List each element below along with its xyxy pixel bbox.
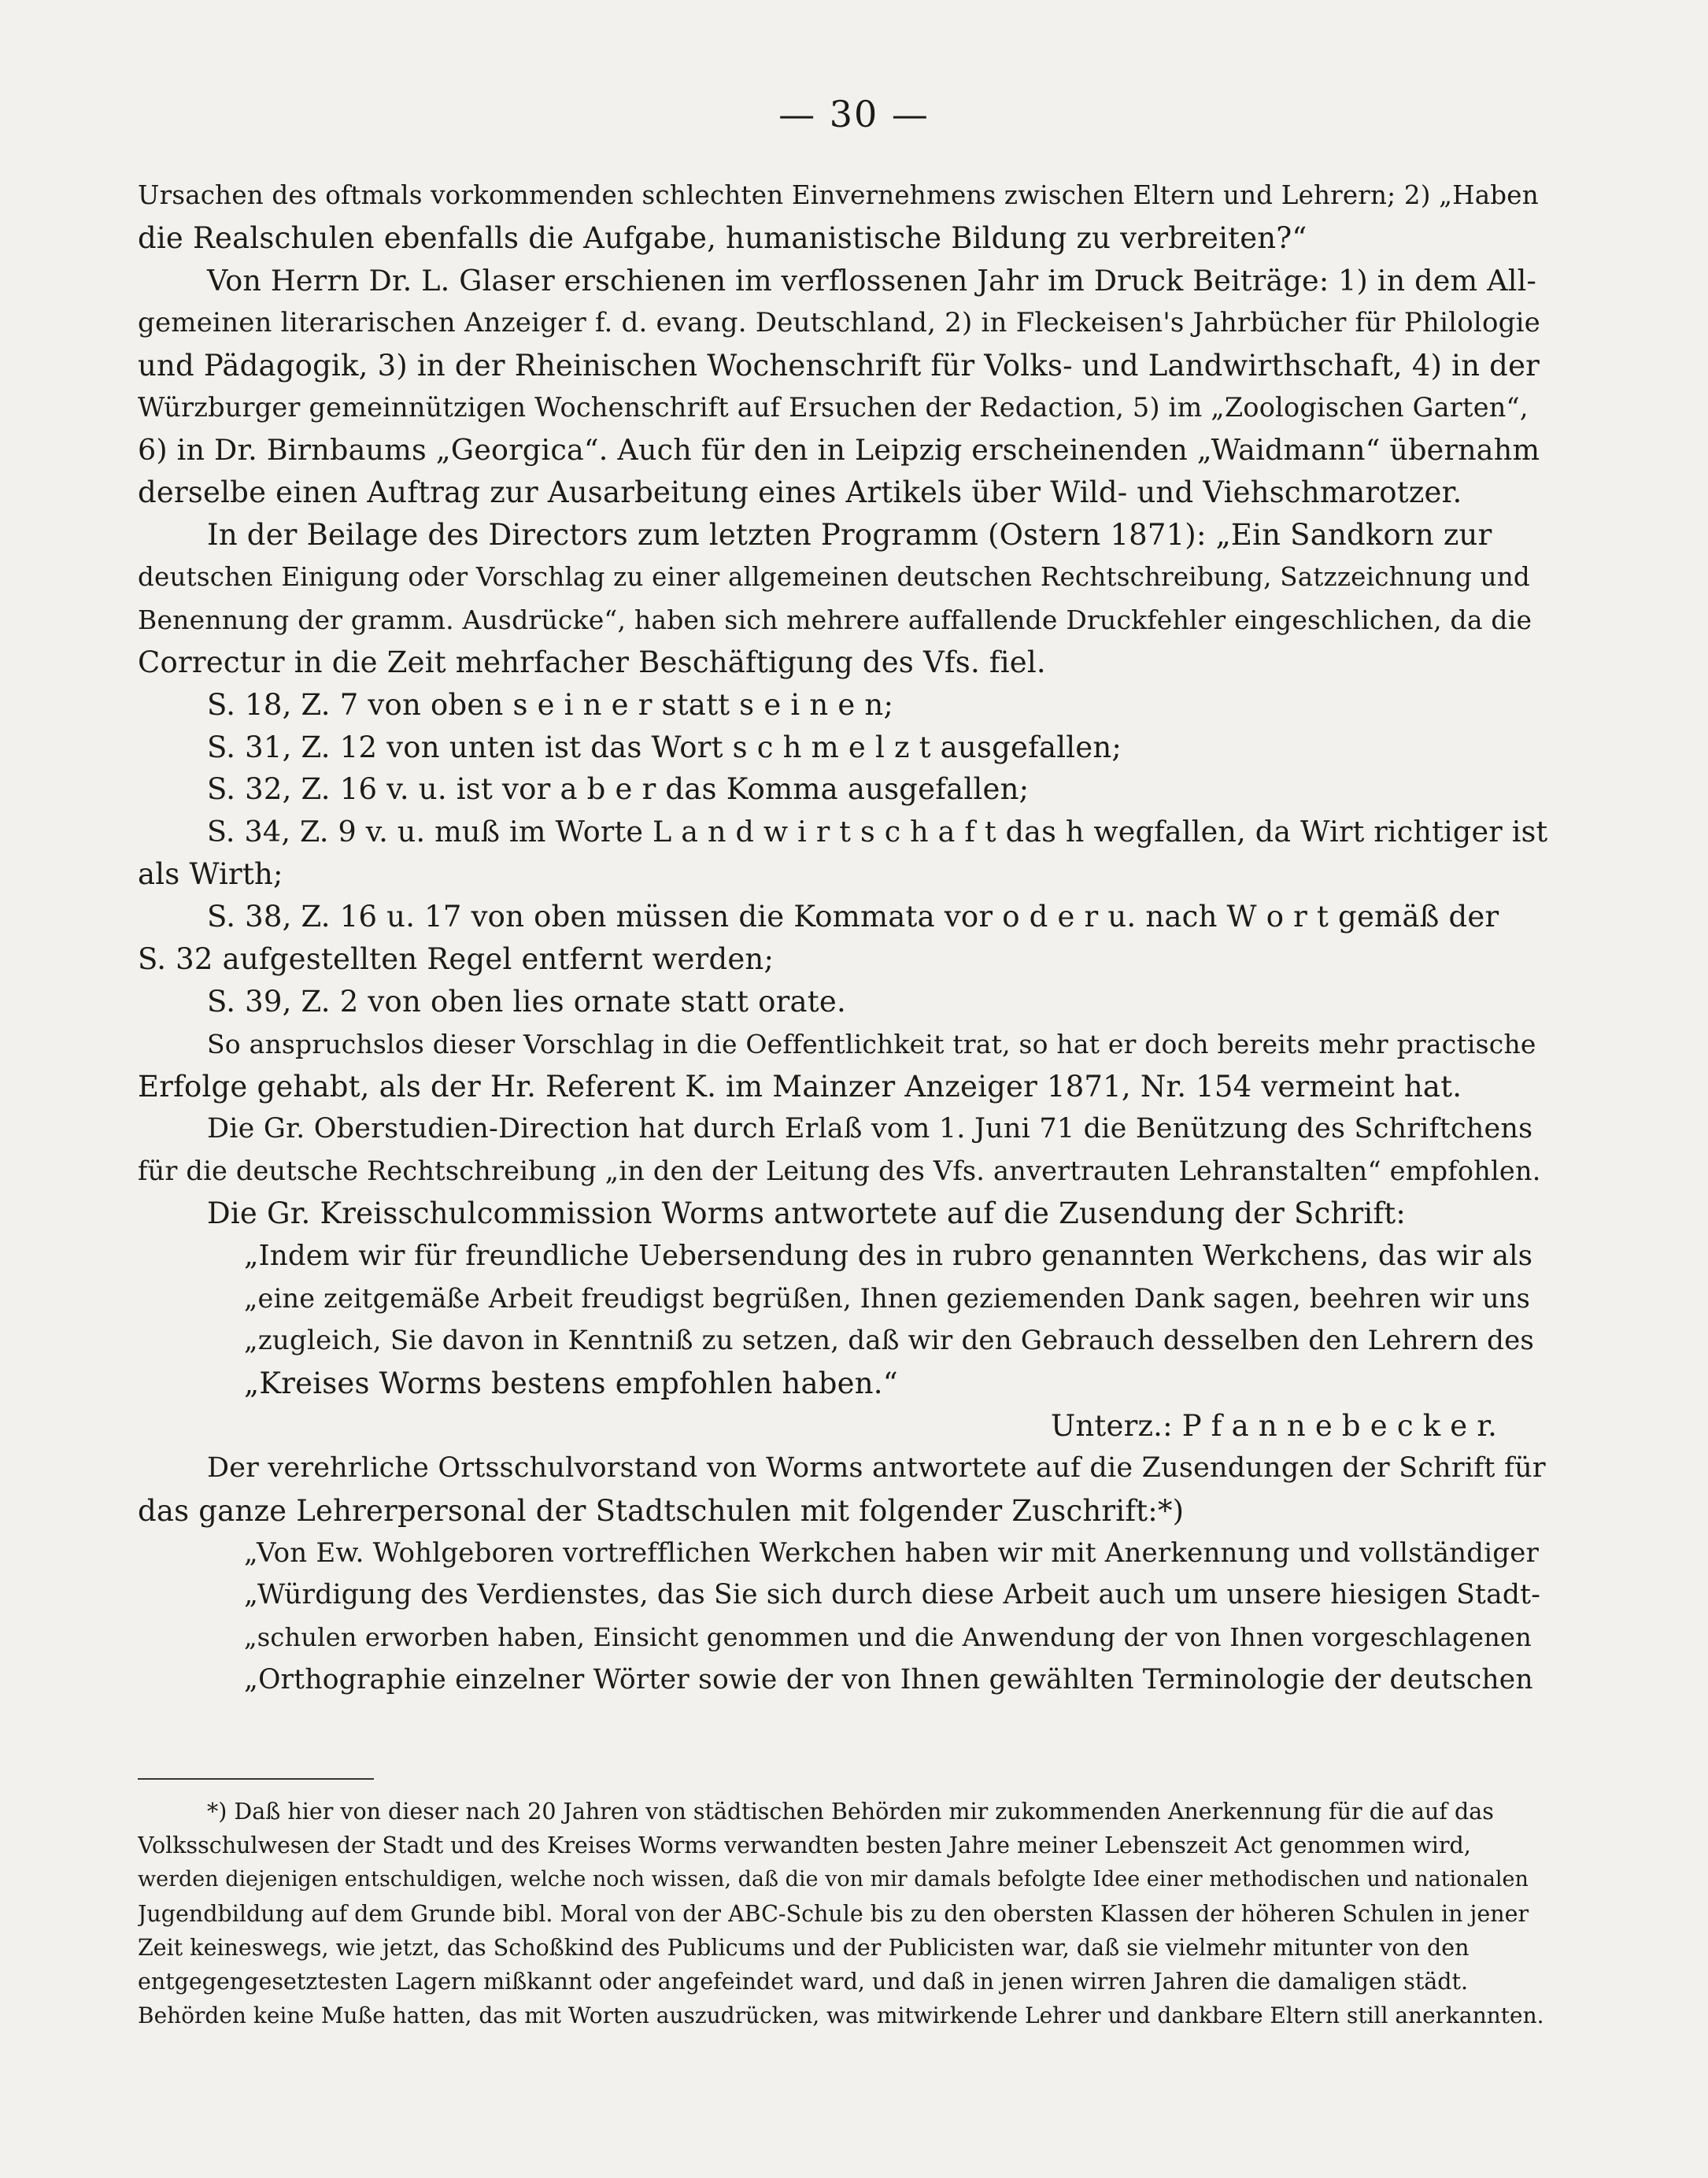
- erratum-line: S. 39, Z. 2 von oben lies ornate statt orate.: [207, 984, 846, 1019]
- erratum-line: S. 31, Z. 12 von unten ist das Wort s c h m e l z t ausgefallen;: [207, 730, 1122, 764]
- footnote-divider: [138, 1778, 374, 1780]
- text-line: Die Gr. Oberstudien-Direction hat durch Erlaß vom 1. Juni 71 die Benützung des Schriftchens: [207, 1112, 1533, 1144]
- text-line: das ganze Lehrerpersonal der Stadtschulen mit folgender Zuschrift:*): [138, 1493, 1185, 1528]
- footnote: [138, 1795, 1548, 2032]
- footnote-line: Zeit keineswegs, wie jetzt, das Schoßkind des Publicums und der Publicisten war, daß sie vielmehr mitunter von den: [138, 1934, 1470, 1961]
- footnote-line: *) Daß hier von dieser nach 20 Jahren von städtischen Behörden mir zukommenden Anerkennung für die auf das: [207, 1799, 1494, 1825]
- text-line: Benennung der gramm. Ausdrücke“, haben sich mehrere auffallende Druckfehler eingeschlichen, da die: [138, 604, 1532, 635]
- text-line: 6) in Dr. Birnbaums „Georgica“. Auch für den in Leipzig erscheinenden „Waidmann“ übernahm: [138, 433, 1540, 468]
- footnote-line: Jugendbildung auf dem Grunde bibl. Moral von der ABC-Schule bis zu den obersten Klassen der höheren Schulen in jener: [138, 1900, 1529, 1927]
- erratum-line: als Wirth;: [138, 857, 283, 892]
- text-line: So anspruchslos dieser Vorschlag in die Oeffentlichkeit trat, so hat er doch bereits mehr practische: [207, 1028, 1536, 1059]
- text-line: Erfolge gehabt, als der Hr. Referent K. im Mainzer Anzeiger 1871, Nr. 154 vermeint hat.: [138, 1069, 1462, 1104]
- erratum-line: S. 32, Z. 16 v. u. ist vor a b e r das Komma ausgefallen;: [207, 772, 1030, 807]
- quote-line: „zugleich, Sie davon in Kenntniß zu setzen, daß wir den Gebrauch desselben den Lehrern des: [244, 1325, 1535, 1357]
- text-line: Correctur in die Zeit mehrfacher Beschäftigung des Vfs. fiel.: [138, 645, 1046, 679]
- text-line: deutschen Einigung oder Vorschlag zu einer allgemeinen deutschen Rechtschreibung, Satzzeichnung und: [138, 562, 1530, 593]
- text-line: derselbe einen Auftrag zur Ausarbeitung eines Artikels über Wild- und Viehschmarotzer.: [138, 475, 1462, 510]
- text-line: Würzburger gemeinnützigen Wochenschrift auf Ersuchen der Redaction, 5) im „Zoologischen Garten“,: [138, 392, 1529, 423]
- footnote-line: werden diejenigen entschuldigen, welche noch wissen, daß die von mir damals befolgte Idee einer methodischen und nationalen: [138, 1867, 1529, 1892]
- quote-line: „Orthographie einzelner Wörter sowie der von Ihnen gewählten Terminologie der deutschen: [244, 1664, 1533, 1696]
- quote-line: „Von Ew. Wohlgeboren vortrefflichen Werkchen haben wir mit Anerkennung und vollständiger: [244, 1536, 1540, 1569]
- quote-line: „Indem wir für freundliche Uebersendung des in rubro genannten Werkchens, das wir als: [244, 1240, 1533, 1273]
- text-line: In der Beilage des Directors zum letzten Programm (Ostern 1871): „Ein Sandkorn zur: [207, 518, 1492, 553]
- signature-line: Unterz.: P f a n n e b e c k e r.: [1051, 1408, 1498, 1443]
- quote-line: „eine zeitgemäße Arbeit freudigst begrüßen, Ihnen geziemenden Dank sagen, beehren wir uns: [244, 1283, 1530, 1315]
- page-number: — 30 —: [778, 93, 930, 135]
- erratum-line: S. 34, Z. 9 v. u. muß im Worte L a n d w i r t s c h a f t das h wegfallen, da Wirt richtiger ist: [207, 815, 1548, 849]
- text-line: und Pädagogik, 3) in der Rheinischen Wochenschrift für Volks- und Landwirthschaft, 4) in der: [138, 348, 1540, 383]
- erratum-line: S. 32 aufgestellten Regel entfernt werden;: [138, 942, 775, 977]
- footnote-line: entgegengesetztesten Lagern mißkannt oder angefeindet ward, und daß in jenen wirren Jahren die damaligen städt.: [138, 1968, 1469, 1995]
- text-line: Ursachen des oftmals vorkommenden schlechten Einvernehmens zwischen Eltern und Lehrern; 2) „Haben: [138, 180, 1539, 210]
- quote-line: „Kreises Worms bestens empfohlen haben.“: [244, 1366, 898, 1400]
- text-line: Der verehrliche Ortsschulvorstand von Worms antwortete auf die Zusendungen der Schrift für: [207, 1451, 1546, 1484]
- quote-line: „Würdigung des Verdienstes, das Sie sich durch diese Arbeit auch um unsere hiesigen Stadt-: [244, 1579, 1541, 1611]
- erratum-line: S. 38, Z. 16 u. 17 von oben müssen die Kommata vor o d e r u. nach W o r t gemäß der: [207, 900, 1499, 934]
- main-text: [138, 175, 1548, 1702]
- text-line: die Realschulen ebenfalls die Aufgabe, humanistische Bildung zu verbreiten?“: [138, 220, 1307, 255]
- erratum-line: S. 18, Z. 7 von oben s e i n e r statt s e i n e n;: [207, 687, 894, 722]
- footnote-line: Volksschulwesen der Stadt und des Kreises Worms verwandten besten Jahre meiner Lebenszeit Act genommen wird,: [138, 1832, 1471, 1859]
- text-line: für die deutsche Rechtschreibung „in den der Leitung des Vfs. anvertrauten Lehranstalten“ empfohlen.: [138, 1156, 1541, 1187]
- quote-line: „schulen erworben haben, Einsicht genommen und die Anwendung der von Ihnen vorgeschlagenen: [244, 1622, 1532, 1653]
- text-line: Von Herrn Dr. L. Glaser erschienen im verflossenen Jahr im Druck Beiträge: 1) in dem All-: [207, 263, 1536, 298]
- footnote-line: Behörden keine Muße hatten, das mit Worten auszudrücken, was mitwirkende Lehrer und dankbare Eltern still anerkannten.: [138, 2002, 1544, 2029]
- text-line: Die Gr. Kreisschulcommission Worms antwortete auf die Zusendung der Schrift:: [207, 1196, 1407, 1231]
- text-line: gemeinen literarischen Anzeiger f. d. evang. Deutschland, 2) in Fleckeisen's Jahrbücher für Philologie: [138, 306, 1540, 338]
